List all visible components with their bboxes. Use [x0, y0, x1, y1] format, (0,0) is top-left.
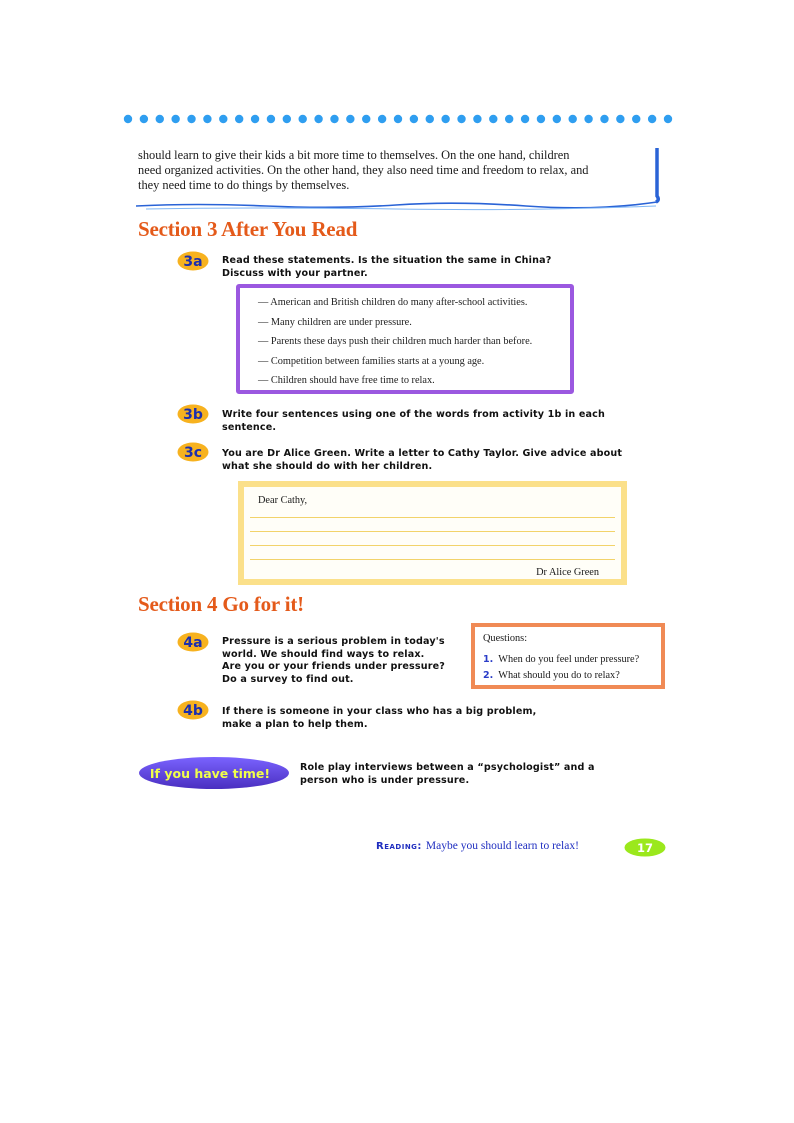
statement: — Children should have free time to relax. — [258, 375, 435, 386]
divider-dot — [616, 115, 624, 123]
activity-badge-4a — [177, 632, 209, 652]
divider-dot — [584, 115, 592, 123]
instruction-line: Discuss with your partner. — [222, 267, 368, 279]
instruction-line: what she should do with her children. — [222, 460, 433, 472]
statement: — Competition between families starts at a young age. — [258, 356, 485, 367]
instruction-line: Do a survey to find out. — [222, 673, 354, 685]
divider-dot — [632, 115, 640, 123]
divider-dot — [187, 115, 195, 123]
divider-dot — [219, 115, 227, 123]
instruction-3a — [222, 255, 551, 280]
divider-dot — [521, 115, 529, 123]
question-text: When do you feel under pressure? — [498, 654, 640, 665]
divider-dot — [171, 115, 179, 123]
divider-dot — [648, 115, 656, 123]
instruction-line: Pressure is a serious problem in today's — [222, 636, 445, 647]
footer-label: Reading: — [376, 841, 422, 852]
question-number: 2. — [483, 670, 494, 681]
instruction-4a — [222, 636, 445, 686]
divider-dot — [441, 115, 449, 123]
activity-badge-3a — [177, 251, 209, 271]
instruction-line: make a plan to help them. — [222, 718, 368, 730]
instruction-line: sentence. — [222, 421, 277, 433]
role-play-instruction — [300, 762, 595, 787]
letter-writing-box[interactable] — [238, 481, 627, 585]
time-badge-label: If you have time! — [149, 766, 271, 781]
divider-dot — [426, 115, 434, 123]
divider-dot — [299, 115, 307, 123]
divider-dot — [140, 115, 148, 123]
instruction-line: Read these statements. Is the situation the same in China? — [222, 255, 552, 266]
divider-dot — [283, 115, 291, 123]
statements-box — [236, 284, 574, 394]
writing-line — [250, 531, 615, 532]
writing-line — [250, 545, 615, 546]
badge-label: 3c — [183, 445, 203, 461]
activity-badge-4b — [177, 700, 209, 720]
instruction-line: person who is under pressure. — [300, 774, 470, 786]
divider-dot — [489, 115, 497, 123]
question-text: What should you do to relax? — [498, 670, 620, 681]
divider-dot — [156, 115, 164, 123]
letter-greeting: Dear Cathy, — [258, 495, 308, 506]
divider-dot — [410, 115, 418, 123]
questions-heading: Questions: — [483, 633, 528, 644]
writing-line — [250, 517, 615, 518]
divider-dot — [553, 115, 561, 123]
statement: — Many children are under pressure. — [258, 317, 412, 328]
passage-line: they need time to do things by themselves. — [138, 178, 350, 192]
running-footer — [376, 840, 579, 852]
badge-label: 4b — [183, 703, 203, 719]
page-number-badge — [624, 838, 666, 857]
divider-dot — [457, 115, 465, 123]
badge-label: 3b — [183, 407, 203, 423]
instruction-line: You are Dr Alice Green. Write a letter to Cathy Taylor. Give advice about — [222, 448, 623, 459]
instruction-line: Write four sentences using one of the words from activity 1b in each — [222, 409, 605, 420]
divider-dot — [600, 115, 608, 123]
passage-text — [138, 148, 650, 193]
statement: — American and British children do many after-school activities. — [258, 297, 528, 308]
instruction-3b — [222, 409, 605, 434]
question-number: 1. — [483, 654, 494, 665]
divider-dot — [473, 115, 481, 123]
instruction-line: If there is someone in your class who has a big problem, — [222, 706, 537, 717]
divider-dot — [124, 115, 132, 123]
divider-dot — [505, 115, 513, 123]
writing-line — [250, 559, 615, 560]
dotted-divider — [122, 112, 674, 126]
divider-dot — [664, 115, 672, 123]
divider-dot — [235, 115, 243, 123]
badge-label: 3a — [183, 254, 203, 270]
activity-badge-3b — [177, 404, 209, 424]
questions-box — [471, 623, 665, 689]
badge-label: 4a — [183, 635, 203, 651]
divider-dot — [330, 115, 338, 123]
question-item — [483, 654, 639, 665]
footer-title: Maybe you should learn to relax! — [425, 840, 579, 852]
divider-dot — [537, 115, 545, 123]
section-3-title: Section 3 After You Read — [138, 217, 358, 241]
divider-dot — [394, 115, 402, 123]
section-4-title: Section 4 Go for it! — [138, 592, 304, 616]
divider-dot — [203, 115, 211, 123]
divider-dot — [362, 115, 370, 123]
activity-badge-3c — [177, 442, 209, 462]
instruction-4b — [222, 706, 536, 731]
instruction-3c — [222, 448, 622, 473]
divider-dot — [346, 115, 354, 123]
letter-signature: Dr Alice Green — [536, 567, 599, 578]
question-item — [483, 670, 620, 681]
if-you-have-time-badge — [138, 756, 290, 790]
instruction-line: world. We should find ways to relax. — [222, 648, 425, 660]
divider-dot — [569, 115, 577, 123]
divider-dot — [267, 115, 275, 123]
divider-dot — [314, 115, 322, 123]
divider-dot — [378, 115, 386, 123]
divider-dot — [251, 115, 259, 123]
page-number: 17 — [636, 841, 654, 855]
instruction-line: Role play interviews between a “psychologist” and a — [300, 762, 595, 773]
passage-line: should learn to give their kids a bit more time to themselves. On the one hand, children — [138, 148, 570, 162]
passage-line: need organized activities. On the other hand, they also need time and freedom to relax, and — [138, 163, 589, 177]
instruction-line: Are you or your friends under pressure? — [222, 661, 445, 672]
statement: — Parents these days push their children much harder than before. — [258, 336, 533, 347]
